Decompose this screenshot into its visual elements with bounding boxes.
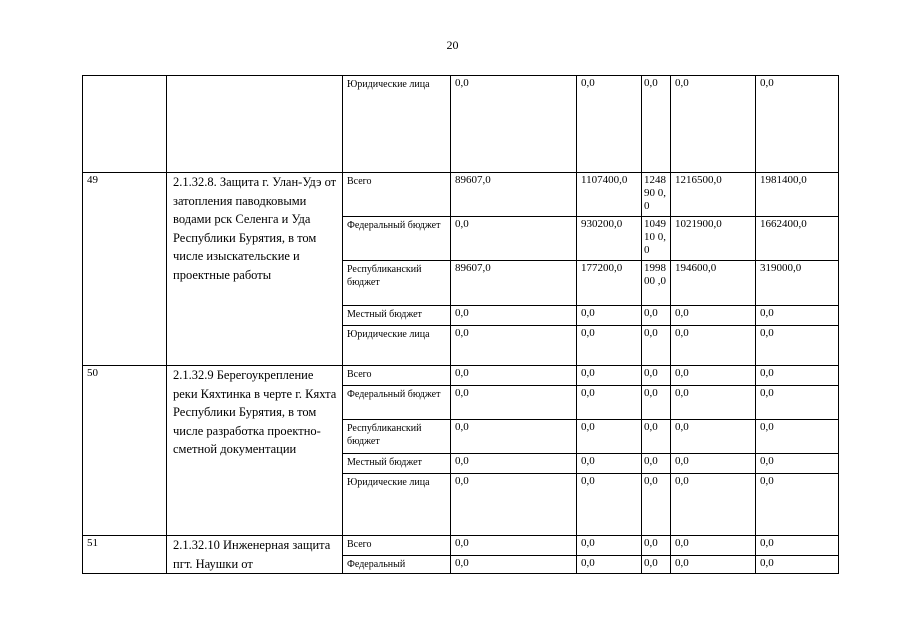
value-cell: 0,0	[577, 366, 642, 386]
value-cell: 0,0	[671, 556, 756, 574]
value-cell: 0,0	[756, 386, 839, 420]
measure-name: 2.1.32.9 Берегоукрепление реки Кяхтинка в черте г. Кяхта Республики Бурятия, в том числе разработка проектно-сметной документации	[167, 366, 343, 536]
value-cell: 0,0	[671, 474, 756, 536]
value-cell: 0,0	[756, 326, 839, 366]
funding-source: Местный бюджет	[343, 454, 451, 474]
value-cell: 0,0	[642, 76, 671, 173]
funding-source: Федеральный бюджет	[343, 386, 451, 420]
value-cell: 0,0	[642, 326, 671, 366]
value-cell: 930200,0	[577, 217, 642, 261]
measure-name: 2.1.32.10 Инженерная защита пгт. Наушки от	[167, 536, 343, 574]
value-cell: 0,0	[577, 420, 642, 454]
table-row	[83, 366, 839, 386]
value-cell: 0,0	[756, 454, 839, 474]
funding-source: Республиканский бюджет	[343, 261, 451, 306]
value-cell: 0,0	[451, 556, 577, 574]
funding-source: Всего	[343, 536, 451, 556]
value-cell: 0,0	[671, 326, 756, 366]
value-cell: 0,0	[577, 386, 642, 420]
value-cell: 0,0	[577, 556, 642, 574]
measure-name: 2.1.32.8. Защита г. Улан-Удэ от затопления паводковыми водами рск Селенга и Уда Республики Бурятия, в том числе изыскательские и проектные работы	[167, 173, 343, 366]
value-cell: 0,0	[451, 536, 577, 556]
value-cell: 194600,0	[671, 261, 756, 306]
value-cell: 0,0	[642, 474, 671, 536]
value-cell: 0,0	[577, 76, 642, 173]
value-cell: 0,0	[671, 306, 756, 326]
funding-source: Юридические лица	[343, 326, 451, 366]
table-row	[83, 536, 839, 556]
budget-table	[82, 75, 839, 574]
funding-source: Всего	[343, 173, 451, 217]
value-cell: 1107400,0	[577, 173, 642, 217]
value-cell: 177200,0	[577, 261, 642, 306]
value-cell: 1216500,0	[671, 173, 756, 217]
value-cell: 89607,0	[451, 173, 577, 217]
value-cell: 319000,0	[756, 261, 839, 306]
row-number	[83, 76, 167, 173]
funding-source: Всего	[343, 366, 451, 386]
value-cell: 0,0	[642, 386, 671, 420]
value-cell: 0,0	[451, 366, 577, 386]
value-cell: 0,0	[577, 474, 642, 536]
table-row	[83, 76, 839, 173]
funding-source: Юридические лица	[343, 76, 451, 173]
value-cell: 0,0	[756, 536, 839, 556]
row-number: 51	[83, 536, 167, 574]
value-cell: 0,0	[756, 474, 839, 536]
funding-source: Федеральный	[343, 556, 451, 574]
value-cell: 199800 ,0	[642, 261, 671, 306]
value-cell: 0,0	[671, 420, 756, 454]
value-cell: 1662400,0	[756, 217, 839, 261]
value-cell: 0,0	[577, 306, 642, 326]
page-number: 20	[446, 38, 459, 52]
row-number: 49	[83, 173, 167, 366]
value-cell: 0,0	[451, 474, 577, 536]
value-cell: 0,0	[642, 306, 671, 326]
value-cell: 0,0	[577, 536, 642, 556]
value-cell: 0,0	[671, 454, 756, 474]
value-cell: 0,0	[756, 556, 839, 574]
value-cell: 0,0	[451, 454, 577, 474]
value-cell: 104910 0,0	[642, 217, 671, 261]
value-cell: 1981400,0	[756, 173, 839, 217]
value-cell: 0,0	[451, 326, 577, 366]
value-cell: 0,0	[451, 420, 577, 454]
value-cell: 124890 0,0	[642, 173, 671, 217]
value-cell: 0,0	[451, 217, 577, 261]
value-cell: 0,0	[756, 306, 839, 326]
table-row	[83, 173, 839, 217]
value-cell: 0,0	[671, 536, 756, 556]
value-cell: 0,0	[642, 366, 671, 386]
funding-source: Юридические лица	[343, 474, 451, 536]
value-cell: 89607,0	[451, 261, 577, 306]
measure-name	[167, 76, 343, 173]
value-cell: 0,0	[756, 420, 839, 454]
value-cell: 0,0	[451, 76, 577, 173]
value-cell: 0,0	[756, 76, 839, 173]
funding-source: Федеральный бюджет	[343, 217, 451, 261]
value-cell: 0,0	[577, 326, 642, 366]
funding-source: Местный бюджет	[343, 306, 451, 326]
funding-source: Республиканский бюджет	[343, 420, 451, 454]
value-cell: 0,0	[451, 306, 577, 326]
value-cell: 0,0	[642, 454, 671, 474]
value-cell: 1021900,0	[671, 217, 756, 261]
value-cell: 0,0	[671, 386, 756, 420]
value-cell: 0,0	[642, 556, 671, 574]
row-number: 50	[83, 366, 167, 536]
value-cell: 0,0	[451, 386, 577, 420]
value-cell: 0,0	[671, 76, 756, 173]
value-cell: 0,0	[756, 366, 839, 386]
value-cell: 0,0	[671, 366, 756, 386]
value-cell: 0,0	[642, 420, 671, 454]
value-cell: 0,0	[642, 536, 671, 556]
value-cell: 0,0	[577, 454, 642, 474]
